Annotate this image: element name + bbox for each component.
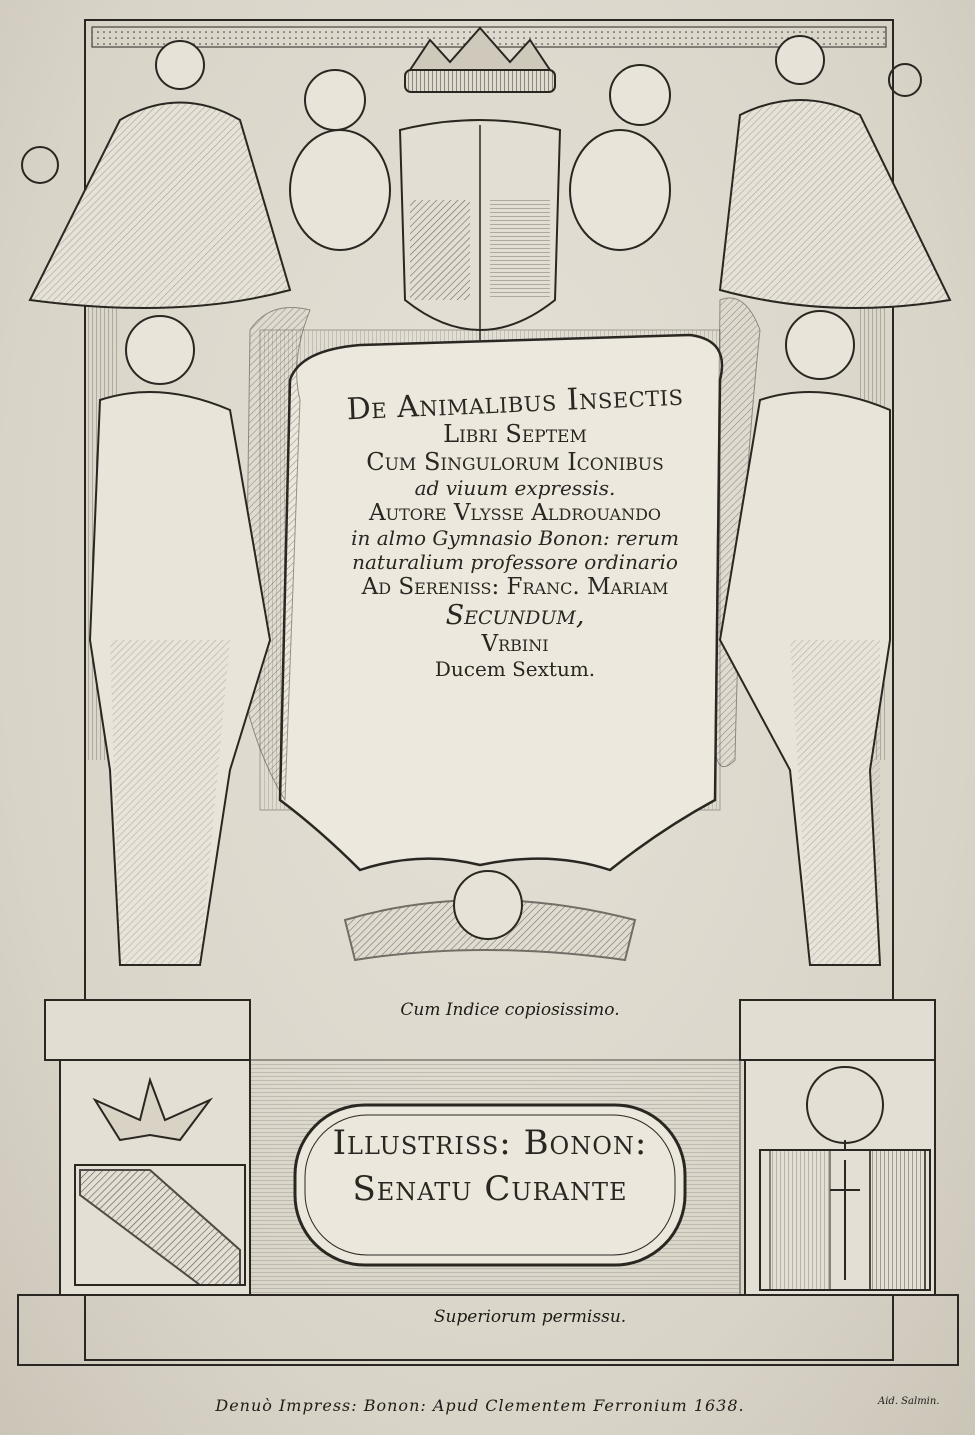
author-line: Autore Vlysse Aldrouando xyxy=(368,500,662,526)
subtitle-line: Cum Singulorum Iconibus xyxy=(366,448,664,476)
dedication-line: Ad Sereniss: Franc. Mariam xyxy=(361,574,669,600)
plaque-line: Senatu Curante xyxy=(352,1169,628,1209)
index-note: Cum Indice copiosissimo. xyxy=(400,1000,620,1020)
dedication-line: Secundum, xyxy=(445,600,585,631)
dedication-line: Ducem Sextum. xyxy=(434,657,596,681)
subtitle-line: Libri Septem xyxy=(443,420,587,448)
author-line: naturalium professore ordinario xyxy=(352,550,678,574)
title-cartouche xyxy=(300,377,730,681)
imprint-line: Denuò Impress: Bonon: Apud Clementem Ferronium 1638. xyxy=(215,1396,745,1415)
armillary-sphere-icon xyxy=(22,147,58,183)
senate-plaque xyxy=(310,1120,670,1212)
plaque-line: Illustriss: Bonon: xyxy=(332,1123,648,1163)
engraver-signature: Aid. Salmin. xyxy=(878,1396,940,1407)
permission-note: Superiorum permissu. xyxy=(433,1307,627,1327)
coat-of-arms-icon xyxy=(400,28,560,340)
dedication-line: Vrbini xyxy=(481,631,549,657)
title-line: De Animalibus Insectis xyxy=(345,377,685,428)
author-line: in almo Gymnasio Bonon: rerum xyxy=(351,526,679,550)
subtitle-line: ad viuum expressis. xyxy=(414,476,616,500)
